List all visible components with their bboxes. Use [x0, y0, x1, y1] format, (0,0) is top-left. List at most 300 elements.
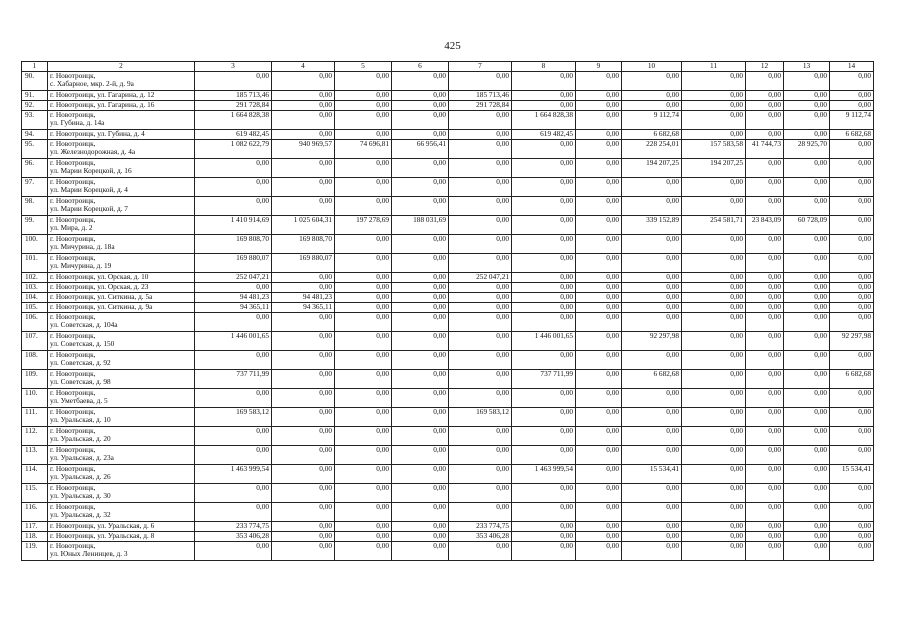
table-row	[22, 100, 874, 110]
value-cell: 0,00	[449, 196, 512, 215]
row-number: 91.	[22, 90, 48, 100]
value-cell: 0,00	[512, 177, 576, 196]
value-cell: 0,00	[449, 215, 512, 234]
value-cell: 0,00	[784, 388, 830, 407]
value-cell: 0,00	[449, 234, 512, 253]
value-cell: 0,00	[449, 369, 512, 388]
address-line: г. Новотроицк,	[50, 196, 96, 205]
row-number: 103.	[22, 282, 48, 292]
value-cell: 0,00	[335, 129, 392, 139]
address-line: г. Новотроицк, ул. Ситкина, д. 5а	[50, 292, 153, 301]
value-cell: 0,00	[512, 100, 576, 110]
value-cell: 0,00	[576, 90, 622, 100]
address-line: ул. Советская, д. 98	[50, 377, 111, 387]
row-number: 104.	[22, 292, 48, 302]
value-cell: 0,00	[576, 426, 622, 445]
value-cell: 1 410 914,69	[195, 215, 272, 234]
value-cell: 66 956,41	[392, 139, 449, 158]
value-cell: 0,00	[392, 177, 449, 196]
value-cell: 0,00	[784, 312, 830, 331]
row-number: 115.	[22, 483, 48, 502]
value-cell: 0,00	[746, 282, 784, 292]
value-cell: 0,00	[576, 502, 622, 521]
value-cell: 0,00	[272, 71, 335, 90]
value-cell: 0,00	[335, 110, 392, 129]
address-line: ул. Марии Корецкой, д. 16	[50, 166, 132, 176]
value-cell: 6 682,68	[622, 369, 682, 388]
value-cell: 0,00	[512, 292, 576, 302]
value-cell: 0,00	[622, 541, 682, 560]
value-cell: 0,00	[512, 272, 576, 282]
value-cell: 0,00	[512, 139, 576, 158]
value-cell: 0,00	[335, 464, 392, 483]
address-cell	[48, 302, 195, 312]
value-cell: 0,00	[335, 531, 392, 541]
value-cell: 0,00	[272, 282, 335, 292]
value-cell: 0,00	[272, 177, 335, 196]
value-cell: 252 047,21	[449, 272, 512, 282]
value-cell: 188 031,69	[392, 215, 449, 234]
value-cell: 0,00	[272, 272, 335, 282]
value-cell: 94 365,11	[195, 302, 272, 312]
value-cell: 0,00	[746, 483, 784, 502]
value-cell: 0,00	[682, 196, 746, 215]
value-cell: 0,00	[682, 272, 746, 282]
value-cell: 0,00	[512, 407, 576, 426]
value-cell: 0,00	[512, 282, 576, 292]
value-cell: 0,00	[335, 196, 392, 215]
address-cell	[48, 292, 195, 302]
row-number: 102.	[22, 272, 48, 282]
row-number: 110.	[22, 388, 48, 407]
value-cell: 0,00	[272, 350, 335, 369]
value-cell: 0,00	[746, 253, 784, 272]
address-cell	[48, 282, 195, 292]
value-cell: 169 880,07	[272, 253, 335, 272]
address-line: г. Новотроицк,	[50, 139, 96, 148]
value-cell: 0,00	[830, 388, 874, 407]
value-cell: 0,00	[512, 196, 576, 215]
value-cell: 0,00	[830, 177, 874, 196]
table-row	[22, 483, 874, 502]
address-line: ул. Железнодорожная, д. 4а	[50, 147, 136, 157]
value-cell: 0,00	[272, 531, 335, 541]
value-cell: 0,00	[335, 369, 392, 388]
address-line: ул. Мичурина, д. 19	[50, 261, 112, 271]
value-cell: 60 728,09	[784, 215, 830, 234]
row-number: 95.	[22, 139, 48, 158]
value-cell: 0,00	[272, 541, 335, 560]
value-cell: 0,00	[195, 71, 272, 90]
row-number: 114.	[22, 464, 48, 483]
address-line: г. Новотроицк,	[50, 215, 96, 224]
value-cell: 0,00	[272, 129, 335, 139]
value-cell: 0,00	[746, 272, 784, 282]
value-cell: 0,00	[746, 426, 784, 445]
value-cell: 0,00	[512, 302, 576, 312]
address-line: г. Новотроицк,	[50, 541, 96, 550]
value-cell: 0,00	[335, 282, 392, 292]
value-cell: 0,00	[622, 407, 682, 426]
value-cell: 940 969,57	[272, 139, 335, 158]
value-cell: 0,00	[622, 388, 682, 407]
table-row	[22, 215, 874, 234]
value-cell: 0,00	[512, 350, 576, 369]
value-cell: 0,00	[576, 292, 622, 302]
value-cell: 0,00	[682, 282, 746, 292]
value-cell: 0,00	[335, 407, 392, 426]
address-line: г. Новотроицк,	[50, 234, 96, 243]
table-row	[22, 407, 874, 426]
row-number: 117.	[22, 521, 48, 531]
value-cell: 0,00	[576, 253, 622, 272]
address-line: г. Новотроицк,	[50, 445, 96, 454]
value-cell: 0,00	[392, 272, 449, 282]
value-cell: 0,00	[746, 445, 784, 464]
value-cell: 0,00	[830, 71, 874, 90]
value-cell: 0,00	[784, 177, 830, 196]
address-line: ул. Советская, д. 150	[50, 339, 115, 349]
address-cell	[48, 541, 195, 560]
value-cell: 0,00	[622, 253, 682, 272]
value-cell: 0,00	[576, 234, 622, 253]
value-cell: 0,00	[512, 531, 576, 541]
table-row	[22, 521, 874, 531]
value-cell: 0,00	[272, 483, 335, 502]
value-cell: 0,00	[830, 302, 874, 312]
table-row	[22, 302, 874, 312]
address-cell	[48, 483, 195, 502]
value-cell: 0,00	[195, 426, 272, 445]
value-cell: 0,00	[576, 445, 622, 464]
value-cell: 0,00	[830, 541, 874, 560]
value-cell: 0,00	[682, 129, 746, 139]
value-cell: 0,00	[335, 177, 392, 196]
address-cell	[48, 177, 195, 196]
address-line: г. Новотроицк, ул. Уральская, д. 8	[50, 531, 155, 540]
value-cell: 0,00	[830, 407, 874, 426]
address-line: ул. Уральская, д. 30	[50, 491, 111, 501]
value-cell: 0,00	[784, 369, 830, 388]
value-cell: 6 682,68	[830, 129, 874, 139]
column-header: 5	[335, 62, 392, 72]
value-cell: 94 365,11	[272, 302, 335, 312]
address-line: ул. Мичурина, д. 18а	[50, 242, 115, 252]
table-row	[22, 90, 874, 100]
value-cell: 0,00	[195, 388, 272, 407]
value-cell: 0,00	[784, 502, 830, 521]
address-line: ул. Юных Ленинцев, д. 3	[50, 549, 128, 559]
address-line: г. Новотроицк,	[50, 369, 96, 378]
value-cell: 0,00	[682, 331, 746, 350]
address-line: ул. Уральская, д. 23а	[50, 453, 114, 463]
value-cell: 0,00	[682, 302, 746, 312]
value-cell: 0,00	[335, 521, 392, 531]
value-cell: 0,00	[746, 100, 784, 110]
value-cell: 0,00	[392, 253, 449, 272]
column-header: 14	[830, 62, 874, 72]
value-cell: 0,00	[576, 158, 622, 177]
value-cell: 0,00	[682, 292, 746, 302]
value-cell: 0,00	[512, 215, 576, 234]
value-cell: 0,00	[784, 110, 830, 129]
address-line: ул. Мира, д. 2	[50, 223, 93, 233]
table-row	[22, 110, 874, 129]
value-cell: 0,00	[622, 350, 682, 369]
value-cell: 41 744,73	[746, 139, 784, 158]
table-row	[22, 272, 874, 282]
address-line: г. Новотроицк, ул. Гагарина, д. 16	[50, 100, 155, 109]
value-cell: 0,00	[682, 388, 746, 407]
value-cell: 0,00	[576, 483, 622, 502]
value-cell: 0,00	[682, 445, 746, 464]
address-line: г. Новотроицк,	[50, 71, 96, 80]
value-cell: 0,00	[392, 531, 449, 541]
value-cell: 0,00	[449, 331, 512, 350]
row-number: 100.	[22, 234, 48, 253]
value-cell: 0,00	[682, 483, 746, 502]
row-number: 116.	[22, 502, 48, 521]
value-cell: 0,00	[512, 483, 576, 502]
value-cell: 0,00	[784, 464, 830, 483]
table-row	[22, 388, 874, 407]
value-cell: 0,00	[392, 388, 449, 407]
value-cell: 0,00	[392, 234, 449, 253]
value-cell: 0,00	[784, 407, 830, 426]
value-cell: 0,00	[682, 541, 746, 560]
value-cell: 0,00	[392, 350, 449, 369]
value-cell: 0,00	[392, 426, 449, 445]
value-cell: 0,00	[195, 502, 272, 521]
address-line: ул. Уральская, д. 32	[50, 510, 111, 520]
value-cell: 737 711,99	[195, 369, 272, 388]
value-cell: 0,00	[335, 426, 392, 445]
row-number: 111.	[22, 407, 48, 426]
value-cell: 0,00	[335, 312, 392, 331]
row-number: 96.	[22, 158, 48, 177]
value-cell: 0,00	[622, 292, 682, 302]
value-cell: 353 406,28	[449, 531, 512, 541]
value-cell: 0,00	[682, 464, 746, 483]
table-row	[22, 234, 874, 253]
value-cell: 0,00	[392, 158, 449, 177]
value-cell: 0,00	[392, 196, 449, 215]
value-cell: 0,00	[576, 541, 622, 560]
value-cell: 6 682,68	[830, 369, 874, 388]
value-cell: 0,00	[392, 302, 449, 312]
table-row	[22, 196, 874, 215]
value-cell: 0,00	[449, 282, 512, 292]
value-cell: 0,00	[830, 90, 874, 100]
value-cell: 619 482,45	[195, 129, 272, 139]
value-cell: 0,00	[784, 272, 830, 282]
value-cell: 0,00	[746, 531, 784, 541]
value-cell: 291 728,84	[195, 100, 272, 110]
address-line: ул. Уральская, д. 10	[50, 415, 111, 425]
value-cell: 0,00	[195, 350, 272, 369]
address-cell	[48, 71, 195, 90]
column-header: 8	[512, 62, 576, 72]
row-number: 105.	[22, 302, 48, 312]
value-cell: 0,00	[576, 350, 622, 369]
value-cell: 0,00	[272, 158, 335, 177]
address-cell	[48, 350, 195, 369]
value-cell: 0,00	[746, 158, 784, 177]
value-cell: 0,00	[576, 100, 622, 110]
address-cell	[48, 215, 195, 234]
value-cell: 0,00	[622, 282, 682, 292]
address-line: ул. Уральская, д. 26	[50, 472, 111, 482]
address-cell	[48, 234, 195, 253]
table-row	[22, 312, 874, 331]
value-cell: 0,00	[195, 177, 272, 196]
value-cell: 15 534,41	[830, 464, 874, 483]
value-cell: 0,00	[784, 282, 830, 292]
value-cell: 169 808,70	[272, 234, 335, 253]
value-cell: 0,00	[830, 445, 874, 464]
value-cell: 0,00	[335, 234, 392, 253]
address-line: ул. Советская, д. 104а	[50, 320, 118, 330]
value-cell: 0,00	[576, 215, 622, 234]
value-cell: 0,00	[830, 272, 874, 282]
value-cell: 0,00	[576, 388, 622, 407]
value-cell: 0,00	[830, 215, 874, 234]
value-cell: 0,00	[682, 531, 746, 541]
address-line: г. Новотроицк,	[50, 407, 96, 416]
value-cell: 0,00	[392, 521, 449, 531]
table-row	[22, 129, 874, 139]
value-cell: 0,00	[272, 521, 335, 531]
table-row	[22, 531, 874, 541]
value-cell: 0,00	[335, 541, 392, 560]
address-line: г. Новотроицк,	[50, 464, 96, 473]
value-cell: 94 481,23	[195, 292, 272, 302]
value-cell: 0,00	[512, 90, 576, 100]
value-cell: 0,00	[784, 234, 830, 253]
value-cell: 0,00	[746, 302, 784, 312]
value-cell: 1 463 999,54	[195, 464, 272, 483]
row-number: 108.	[22, 350, 48, 369]
value-cell: 0,00	[622, 521, 682, 531]
value-cell: 252 047,21	[195, 272, 272, 282]
address-line: г. Новотроицк,	[50, 312, 96, 321]
value-cell: 1 025 604,31	[272, 215, 335, 234]
value-cell: 0,00	[335, 350, 392, 369]
value-cell: 0,00	[335, 253, 392, 272]
address-cell	[48, 253, 195, 272]
value-cell: 0,00	[784, 302, 830, 312]
value-cell: 0,00	[682, 369, 746, 388]
value-cell: 0,00	[449, 129, 512, 139]
value-cell: 0,00	[449, 158, 512, 177]
value-cell: 0,00	[272, 196, 335, 215]
value-cell: 185 713,46	[449, 90, 512, 100]
value-cell: 0,00	[622, 502, 682, 521]
address-cell	[48, 369, 195, 388]
value-cell: 0,00	[449, 177, 512, 196]
value-cell: 0,00	[392, 407, 449, 426]
value-cell: 353 406,28	[195, 531, 272, 541]
value-cell: 0,00	[784, 196, 830, 215]
row-number: 106.	[22, 312, 48, 331]
value-cell: 0,00	[784, 331, 830, 350]
address-cell	[48, 426, 195, 445]
value-cell: 0,00	[622, 272, 682, 282]
value-cell: 9 112,74	[622, 110, 682, 129]
row-number: 119.	[22, 541, 48, 560]
value-cell: 0,00	[576, 196, 622, 215]
value-cell: 0,00	[622, 426, 682, 445]
value-cell: 0,00	[512, 426, 576, 445]
address-cell	[48, 158, 195, 177]
address-cell	[48, 445, 195, 464]
address-cell	[48, 388, 195, 407]
address-cell	[48, 196, 195, 215]
value-cell: 0,00	[195, 312, 272, 331]
value-cell: 0,00	[576, 139, 622, 158]
value-cell: 0,00	[576, 464, 622, 483]
value-cell: 0,00	[746, 196, 784, 215]
value-cell: 92 297,98	[830, 331, 874, 350]
value-cell: 0,00	[335, 158, 392, 177]
value-cell: 339 152,89	[622, 215, 682, 234]
value-cell: 0,00	[746, 350, 784, 369]
value-cell: 0,00	[512, 502, 576, 521]
value-cell: 0,00	[830, 139, 874, 158]
value-cell: 0,00	[622, 196, 682, 215]
value-cell: 0,00	[784, 100, 830, 110]
value-cell: 0,00	[746, 110, 784, 129]
value-cell: 0,00	[746, 331, 784, 350]
value-cell: 0,00	[746, 388, 784, 407]
value-cell: 0,00	[449, 483, 512, 502]
value-cell: 0,00	[746, 71, 784, 90]
value-cell: 0,00	[682, 71, 746, 90]
value-cell: 0,00	[195, 282, 272, 292]
address-line: г. Новотроицк,	[50, 388, 96, 397]
value-cell: 619 482,45	[512, 129, 576, 139]
value-cell: 0,00	[830, 483, 874, 502]
value-cell: 0,00	[392, 90, 449, 100]
address-cell	[48, 407, 195, 426]
address-line: ул. Марии Корецкой, д. 4	[50, 185, 128, 195]
value-cell: 0,00	[622, 90, 682, 100]
value-cell: 0,00	[392, 312, 449, 331]
value-cell: 0,00	[272, 464, 335, 483]
table-row	[22, 177, 874, 196]
value-cell: 1 446 001,65	[195, 331, 272, 350]
value-cell: 0,00	[449, 445, 512, 464]
value-cell: 0,00	[392, 483, 449, 502]
value-cell: 0,00	[784, 71, 830, 90]
value-cell: 0,00	[830, 292, 874, 302]
value-cell: 0,00	[622, 531, 682, 541]
value-cell: 0,00	[512, 445, 576, 464]
value-cell: 0,00	[335, 502, 392, 521]
value-cell: 0,00	[449, 253, 512, 272]
address-line: г. Новотроицк,	[50, 331, 96, 340]
value-cell: 0,00	[449, 502, 512, 521]
value-cell: 0,00	[576, 272, 622, 282]
value-cell: 0,00	[682, 253, 746, 272]
value-cell: 0,00	[746, 541, 784, 560]
value-cell: 0,00	[784, 350, 830, 369]
address-line: г. Новотроицк,	[50, 426, 96, 435]
value-cell: 194 207,25	[682, 158, 746, 177]
value-cell: 0,00	[335, 445, 392, 464]
value-cell: 233 774,75	[449, 521, 512, 531]
value-cell: 0,00	[682, 234, 746, 253]
